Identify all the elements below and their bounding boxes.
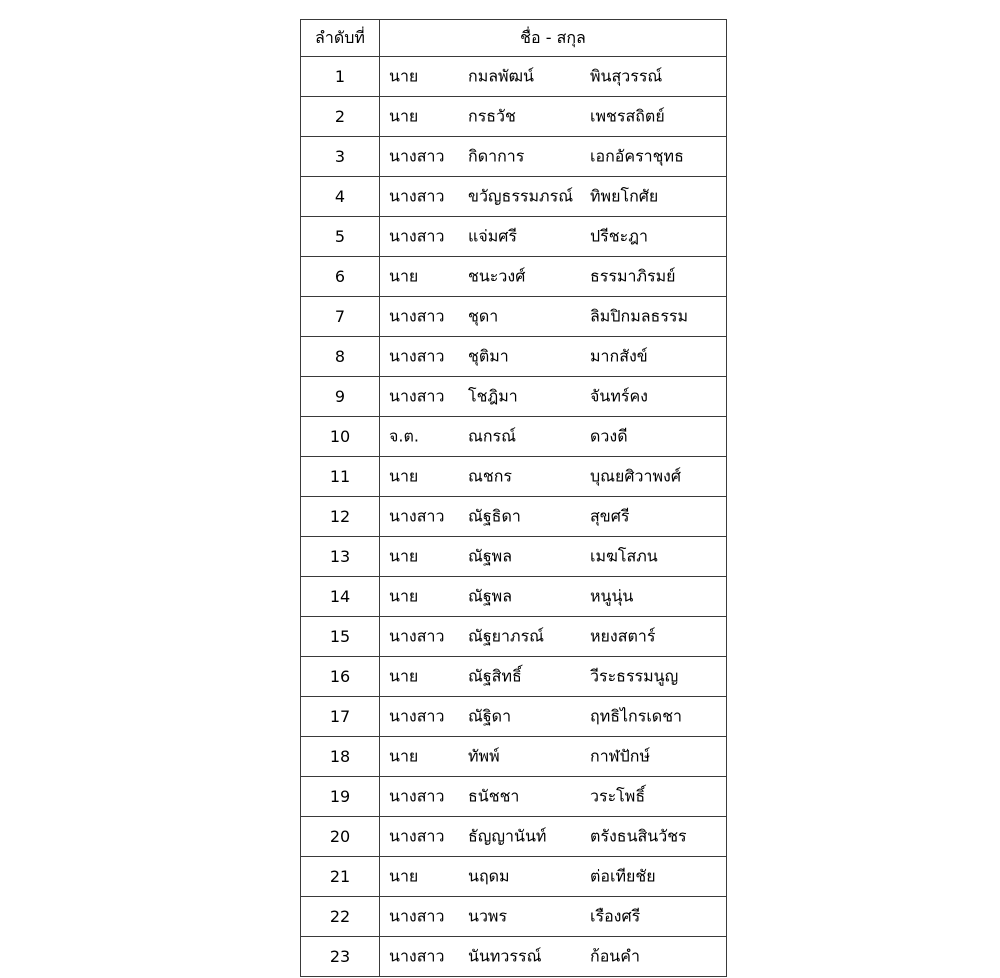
- row-number: 21: [301, 857, 380, 897]
- table-row: [301, 577, 727, 617]
- first-name: ธนัชชา: [468, 786, 520, 805]
- full-name-cell: [380, 737, 727, 777]
- last-name: วระโพธิ์: [590, 786, 646, 805]
- name-prefix: นางสาว: [389, 626, 445, 645]
- table-row: [301, 257, 727, 297]
- first-name: โชฎิมา: [468, 386, 518, 405]
- table-row: [301, 97, 727, 137]
- name-prefix: นาย: [389, 666, 419, 685]
- row-number: 6: [301, 257, 380, 297]
- table-row: [301, 377, 727, 417]
- name-prefix: นาย: [389, 546, 419, 565]
- row-number: 17: [301, 697, 380, 737]
- row-number: 16: [301, 657, 380, 697]
- name-prefix: นาย: [389, 466, 419, 485]
- last-name: ฤทธิไกรเดชา: [590, 706, 683, 725]
- table-row: [301, 657, 727, 697]
- first-name: กมลพัฒน์: [468, 66, 534, 85]
- first-name: ณัฐิดา: [468, 706, 512, 725]
- first-name: ชุติมา: [468, 346, 509, 365]
- full-name-cell: [380, 457, 727, 497]
- row-number: 13: [301, 537, 380, 577]
- table-row: [301, 817, 727, 857]
- first-name: กิดาการ: [468, 146, 525, 165]
- full-name-cell: [380, 377, 727, 417]
- first-name: ณัฐยาภรณ์: [468, 626, 545, 645]
- row-number: 22: [301, 897, 380, 937]
- name-prefix: นางสาว: [389, 706, 445, 725]
- row-number: 19: [301, 777, 380, 817]
- row-number: 1: [301, 57, 380, 97]
- last-name: วีระธรรมนูญ: [590, 666, 679, 685]
- name-prefix: จ.ต.: [389, 426, 419, 445]
- full-name-cell: [380, 137, 727, 177]
- full-name-cell: [380, 217, 727, 257]
- last-name: ต่อเทียชัย: [590, 866, 656, 885]
- last-name: หนูนุ่น: [590, 586, 634, 605]
- first-name: ณชกร: [468, 466, 512, 485]
- table-row: [301, 737, 727, 777]
- name-prefix: นางสาว: [389, 906, 445, 925]
- name-list-document: [300, 19, 726, 977]
- row-number: 2: [301, 97, 380, 137]
- first-name: นันทวรรณ์: [468, 946, 542, 965]
- row-number: 8: [301, 337, 380, 377]
- first-name: ณัฐธิดา: [468, 506, 521, 525]
- full-name-cell: [380, 177, 727, 217]
- first-name: ณัฐสิทธิ์: [468, 666, 522, 685]
- table-row: [301, 297, 727, 337]
- first-name: กรธวัช: [468, 106, 516, 125]
- table-row: [301, 537, 727, 577]
- row-number: 7: [301, 297, 380, 337]
- name-prefix: นางสาว: [389, 506, 445, 525]
- name-prefix: นาย: [389, 866, 419, 885]
- full-name-cell: [380, 497, 727, 537]
- first-name: ขวัญธรรมภรณ์: [468, 186, 574, 205]
- first-name: ณัฐพล: [468, 546, 513, 565]
- first-name: แจ่มศรี: [468, 226, 517, 245]
- last-name: จันทร์คง: [590, 386, 648, 405]
- name-prefix: นาย: [389, 106, 419, 125]
- last-name: เรืองศรี: [590, 906, 641, 925]
- row-number: 14: [301, 577, 380, 617]
- row-number: 20: [301, 817, 380, 857]
- table-row: [301, 337, 727, 377]
- full-name-cell: [380, 257, 727, 297]
- table-row: [301, 617, 727, 657]
- row-number: 9: [301, 377, 380, 417]
- table-row: [301, 217, 727, 257]
- last-name: เอกอัคราชุทธ: [590, 146, 684, 165]
- row-number: 4: [301, 177, 380, 217]
- full-name-cell: [380, 297, 727, 337]
- last-name: ดวงดี: [590, 426, 628, 445]
- table-row: [301, 897, 727, 937]
- table-row: [301, 697, 727, 737]
- last-name: หยงสตาร์: [590, 626, 656, 645]
- table-row: [301, 417, 727, 457]
- header-row: [301, 20, 727, 57]
- last-name: ปรีชะฎา: [590, 226, 648, 245]
- full-name-cell: [380, 697, 727, 737]
- full-name-cell: [380, 817, 727, 857]
- row-number: 12: [301, 497, 380, 537]
- first-name: ธัญญานันท์: [468, 826, 547, 845]
- table-row: [301, 137, 727, 177]
- header-number: ลำดับที่: [301, 20, 380, 57]
- name-prefix: นาย: [389, 266, 419, 285]
- name-prefix: นางสาว: [389, 346, 445, 365]
- row-number: 18: [301, 737, 380, 777]
- last-name: ก้อนคำ: [590, 946, 640, 965]
- full-name-cell: [380, 897, 727, 937]
- last-name: ทิพยโกศัย: [590, 186, 659, 205]
- full-name-cell: [380, 617, 727, 657]
- name-prefix: นางสาว: [389, 386, 445, 405]
- full-name-cell: [380, 657, 727, 697]
- name-list-table: [300, 19, 727, 977]
- header-full-name: ชื่อ - สกุล: [380, 20, 727, 57]
- full-name-cell: [380, 537, 727, 577]
- table-row: [301, 777, 727, 817]
- first-name: ชุดา: [468, 306, 499, 325]
- table-row: [301, 937, 727, 977]
- last-name: เมฆโสภน: [590, 546, 658, 565]
- row-number: 3: [301, 137, 380, 177]
- last-name: สุขศรี: [590, 506, 630, 525]
- name-prefix: นางสาว: [389, 226, 445, 245]
- full-name-cell: [380, 57, 727, 97]
- full-name-cell: [380, 857, 727, 897]
- table-row: [301, 457, 727, 497]
- full-name-cell: [380, 937, 727, 977]
- first-name: นวพร: [468, 906, 508, 925]
- last-name: ลิมปิกมลธรรม: [590, 306, 689, 325]
- row-number: 11: [301, 457, 380, 497]
- row-number: 23: [301, 937, 380, 977]
- first-name: ณกรณ์: [468, 426, 516, 445]
- name-prefix: นางสาว: [389, 786, 445, 805]
- table-row: [301, 57, 727, 97]
- row-number: 10: [301, 417, 380, 457]
- name-prefix: นาย: [389, 746, 419, 765]
- table-header: [301, 20, 727, 57]
- row-number: 5: [301, 217, 380, 257]
- name-prefix: นางสาว: [389, 146, 445, 165]
- first-name: ณัฐพล: [468, 586, 513, 605]
- full-name-cell: [380, 337, 727, 377]
- name-prefix: นาย: [389, 586, 419, 605]
- full-name-cell: [380, 577, 727, 617]
- table-body: [301, 57, 727, 977]
- full-name-cell: [380, 97, 727, 137]
- first-name: นฤดม: [468, 866, 510, 885]
- last-name: มากสังข์: [590, 346, 648, 365]
- name-prefix: นางสาว: [389, 186, 445, 205]
- name-prefix: นางสาว: [389, 306, 445, 325]
- full-name-cell: [380, 417, 727, 457]
- last-name: เพชรสถิตย์: [590, 106, 665, 125]
- name-prefix: นางสาว: [389, 946, 445, 965]
- last-name: กาฬปักษ์: [590, 746, 650, 765]
- first-name: ชนะวงศ์: [468, 266, 526, 285]
- first-name: ทัพพ์: [468, 746, 500, 765]
- row-number: 15: [301, 617, 380, 657]
- full-name-cell: [380, 777, 727, 817]
- table-row: [301, 177, 727, 217]
- table-row: [301, 497, 727, 537]
- name-prefix: นางสาว: [389, 826, 445, 845]
- table-row: [301, 857, 727, 897]
- last-name: ธรรมาภิรมย์: [590, 266, 676, 285]
- last-name: ตรังธนสินวัชร: [590, 826, 687, 845]
- last-name: พินสุวรรณ์: [590, 66, 663, 85]
- name-prefix: นาย: [389, 66, 419, 85]
- last-name: บุณยศิวาพงศ์: [590, 466, 682, 485]
